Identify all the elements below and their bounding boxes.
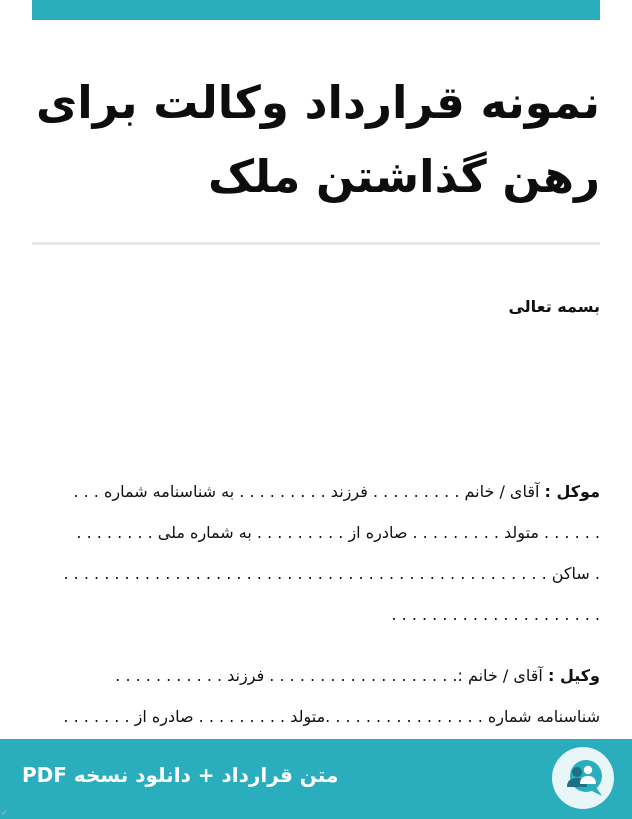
attorney-paragraph: [32, 655, 600, 737]
principal-line-3: . ساکن . . . . . . . . . . . . . . . . . . . . . . . . . . . . . . . . . . . . . . . . . . . . . . . .: [63, 564, 600, 583]
people-chat-icon: [552, 747, 614, 809]
principal-line-4: . . . . . . . . . . . . . . . . . . . . .: [391, 605, 600, 624]
principal-line-2: . . . . . . متولد . . . . . . . . . صادره از . . . . . . . . . به شماره ملی . . . . . . . .: [76, 523, 600, 542]
corner-mark: ر: [2, 805, 6, 814]
download-banner[interactable]: [0, 739, 632, 819]
principal-label: موکل :: [544, 482, 600, 501]
principal-line-1: [32, 471, 600, 512]
title-line-2: رهن گذاشتن ملک: [208, 150, 600, 203]
title-divider: [32, 242, 600, 245]
attorney-line-2: شناسنامه شماره . . . . . . . . . . . . . . . .متولد . . . . . . . . . صادره از . . . . . . .: [63, 707, 600, 726]
bismillah-heading: بسمه تعالی: [508, 297, 600, 316]
title-line-1: نمونه قرارداد وکالت برای: [36, 76, 600, 129]
download-banner-text[interactable]: متن قرارداد + دانلود نسخه PDF: [22, 763, 339, 787]
top-accent-bar: [32, 0, 600, 20]
principal-line-1-text: آقای / خانم . . . . . . . . . فرزند . . . . . . . . . به شناسنامه شماره . . .: [73, 482, 545, 501]
attorney-line-1-text: آقای / خانم :. . . . . . . . . . . . . . . . . . . فرزند . . . . . . . . . . .: [115, 666, 548, 685]
principal-paragraph: [32, 471, 600, 635]
attorney-line-1: [32, 655, 600, 696]
page-title: [30, 66, 600, 214]
attorney-label: وکیل :: [547, 666, 600, 685]
